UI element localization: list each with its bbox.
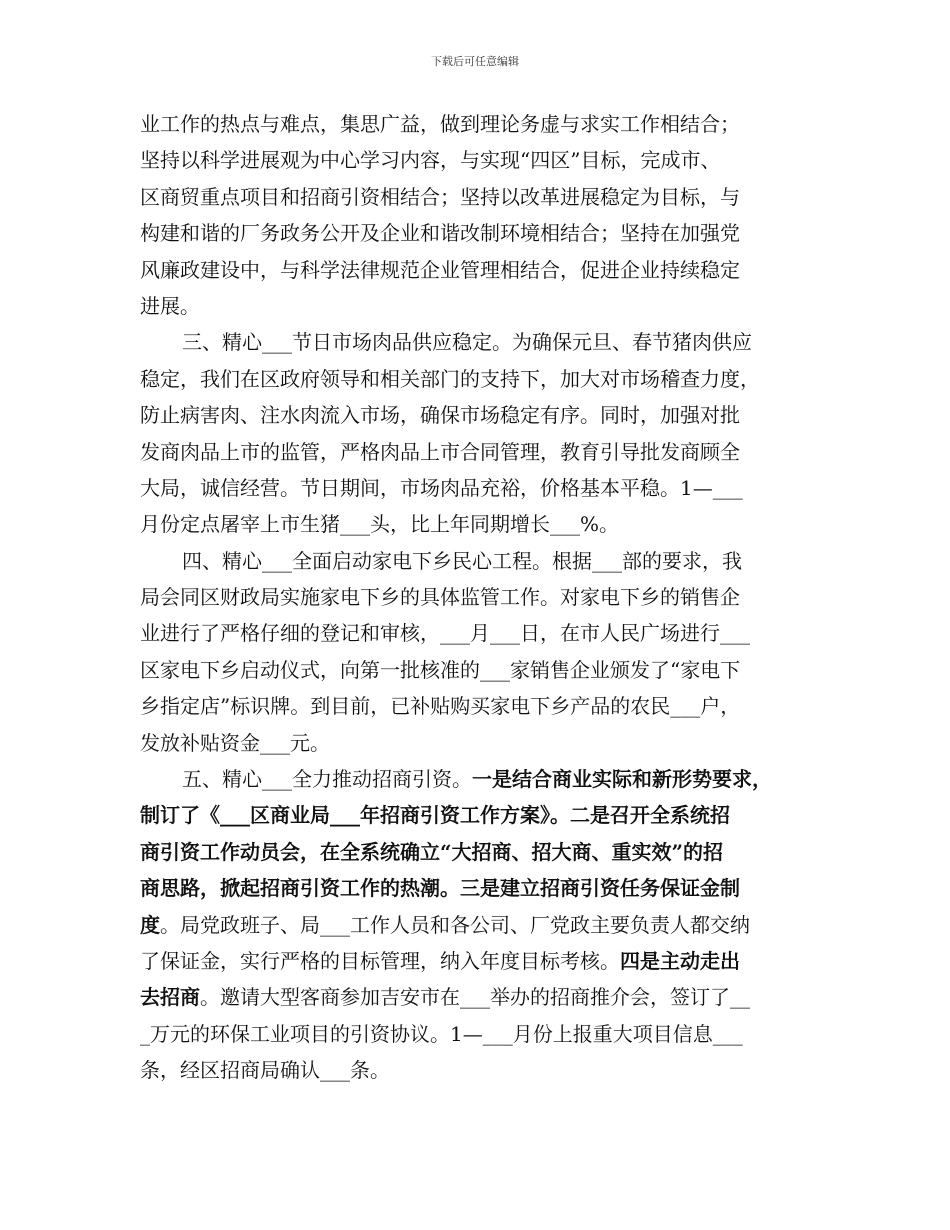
text-line	[140, 797, 820, 833]
text-line	[140, 470, 820, 506]
text-line	[140, 324, 820, 360]
text-line	[140, 106, 820, 142]
text-line	[140, 361, 820, 397]
text-segment: _万元的环保工业项目的引资协议。1—___月份上报重大项目信息___	[140, 1021, 743, 1046]
text-line	[140, 870, 820, 906]
text-segment: 稳定，我们在区政府领导和相关部门的支持下，加大对市场稽查力度，	[140, 366, 760, 391]
text-segment: 区家电下乡启动仪式，向第一批核准的___家销售企业颁发了“家电下	[140, 657, 741, 682]
bold-text: 商引资工作动员会，在全系统确立“大招商、招大商、重实效”的招	[140, 839, 724, 864]
page-header: 下载后可任意编辑	[431, 55, 519, 68]
text-line	[140, 725, 820, 761]
text-segment: 乡指定店”标识牌。到目前，已补贴购买家电下乡产品的农民___户，	[140, 694, 741, 719]
text-segment: 三、精心___节日市场肉品供应稳定。为确保元旦、春节猪肉供应	[182, 330, 752, 355]
text-segment: 业进行了严格仔细的登记和审核，___月___日，在市人民广场进行___	[140, 621, 750, 646]
text-segment: 进展。	[140, 293, 200, 318]
bold-text: 一是结合商业实际和新形势要求，	[472, 767, 772, 792]
text-line	[140, 652, 820, 688]
text-line	[140, 688, 820, 724]
text-segment: 构建和谐的厂务政务公开及企业和谐改制环境相结合；坚持在加强党	[140, 221, 740, 246]
bold-text: 四是主动走出	[620, 948, 740, 973]
text-line	[140, 1052, 820, 1088]
text-segment: 发放补贴资金___元。	[140, 730, 330, 755]
text-line	[140, 761, 820, 797]
text-line	[140, 943, 820, 979]
text-segment: 防止病害肉、注水肉流入市场，确保市场稳定有序。同时，加强对批	[140, 403, 740, 428]
text-segment: 。局党政班子、局___工作人员和各公司、厂党政主要负责人都交纳	[160, 912, 750, 937]
text-line	[140, 397, 820, 433]
bold-text: 去招商	[140, 985, 200, 1010]
bold-text: 度	[140, 912, 160, 937]
text-segment: 大局，诚信经营。节日期间，市场肉品充裕，价格基本平稳。1—___	[140, 475, 743, 500]
text-segment: 条，经区招商局确认___条。	[140, 1058, 390, 1083]
text-segment: 风廉政建设中，与科学法律规范企业管理相结合，促进企业持续稳定	[140, 257, 740, 282]
text-line	[140, 907, 820, 943]
text-segment: 月份定点屠宰上市生猪___头，比上年同期增长___%。	[140, 512, 620, 537]
bold-text: 制订了《___区商业局___年招商引资工作方案》。二是召开全系统招	[140, 803, 730, 828]
text-segment: 局会同区财政局实施家电下乡的具体监管工作。对家电下乡的销售企	[140, 585, 740, 610]
text-line	[140, 252, 820, 288]
text-line	[140, 1016, 820, 1052]
text-line	[140, 288, 820, 324]
text-line	[140, 215, 820, 251]
text-line	[140, 179, 820, 215]
text-line	[140, 506, 820, 542]
text-segment: 发商肉品上市的监管，严格肉品上市合同管理，教育引导批发商顾全	[140, 439, 740, 464]
text-segment: 。邀请大型客商参加吉安市在___举办的招商推介会，签订了__	[200, 985, 750, 1010]
text-segment: 区商贸重点项目和招商引资相结合；坚持以改革进展稳定为目标，与	[140, 184, 740, 209]
document-body	[140, 106, 820, 1089]
text-line	[140, 979, 820, 1015]
text-line	[140, 615, 820, 651]
text-segment: 坚持以科学进展观为中心学习内容，与实现“四区”目标，完成市、	[140, 148, 721, 173]
bold-text: 商思路，掀起招商引资工作的热潮。三是建立招商引资任务保证金制	[140, 876, 740, 901]
text-line	[140, 142, 820, 178]
text-line	[140, 543, 820, 579]
text-segment: 业工作的热点与难点，集思广益，做到理论务虚与求实工作相结合；	[140, 112, 740, 136]
text-line	[140, 834, 820, 870]
text-segment: 五、精心___全力推动招商引资。	[182, 767, 472, 792]
text-segment: 了保证金，实行严格的目标管理，纳入年度目标考核。	[140, 948, 620, 973]
text-segment: 四、精心___全面启动家电下乡民心工程。根据___部的要求，我	[182, 548, 742, 573]
text-line	[140, 579, 820, 615]
text-line	[140, 434, 820, 470]
